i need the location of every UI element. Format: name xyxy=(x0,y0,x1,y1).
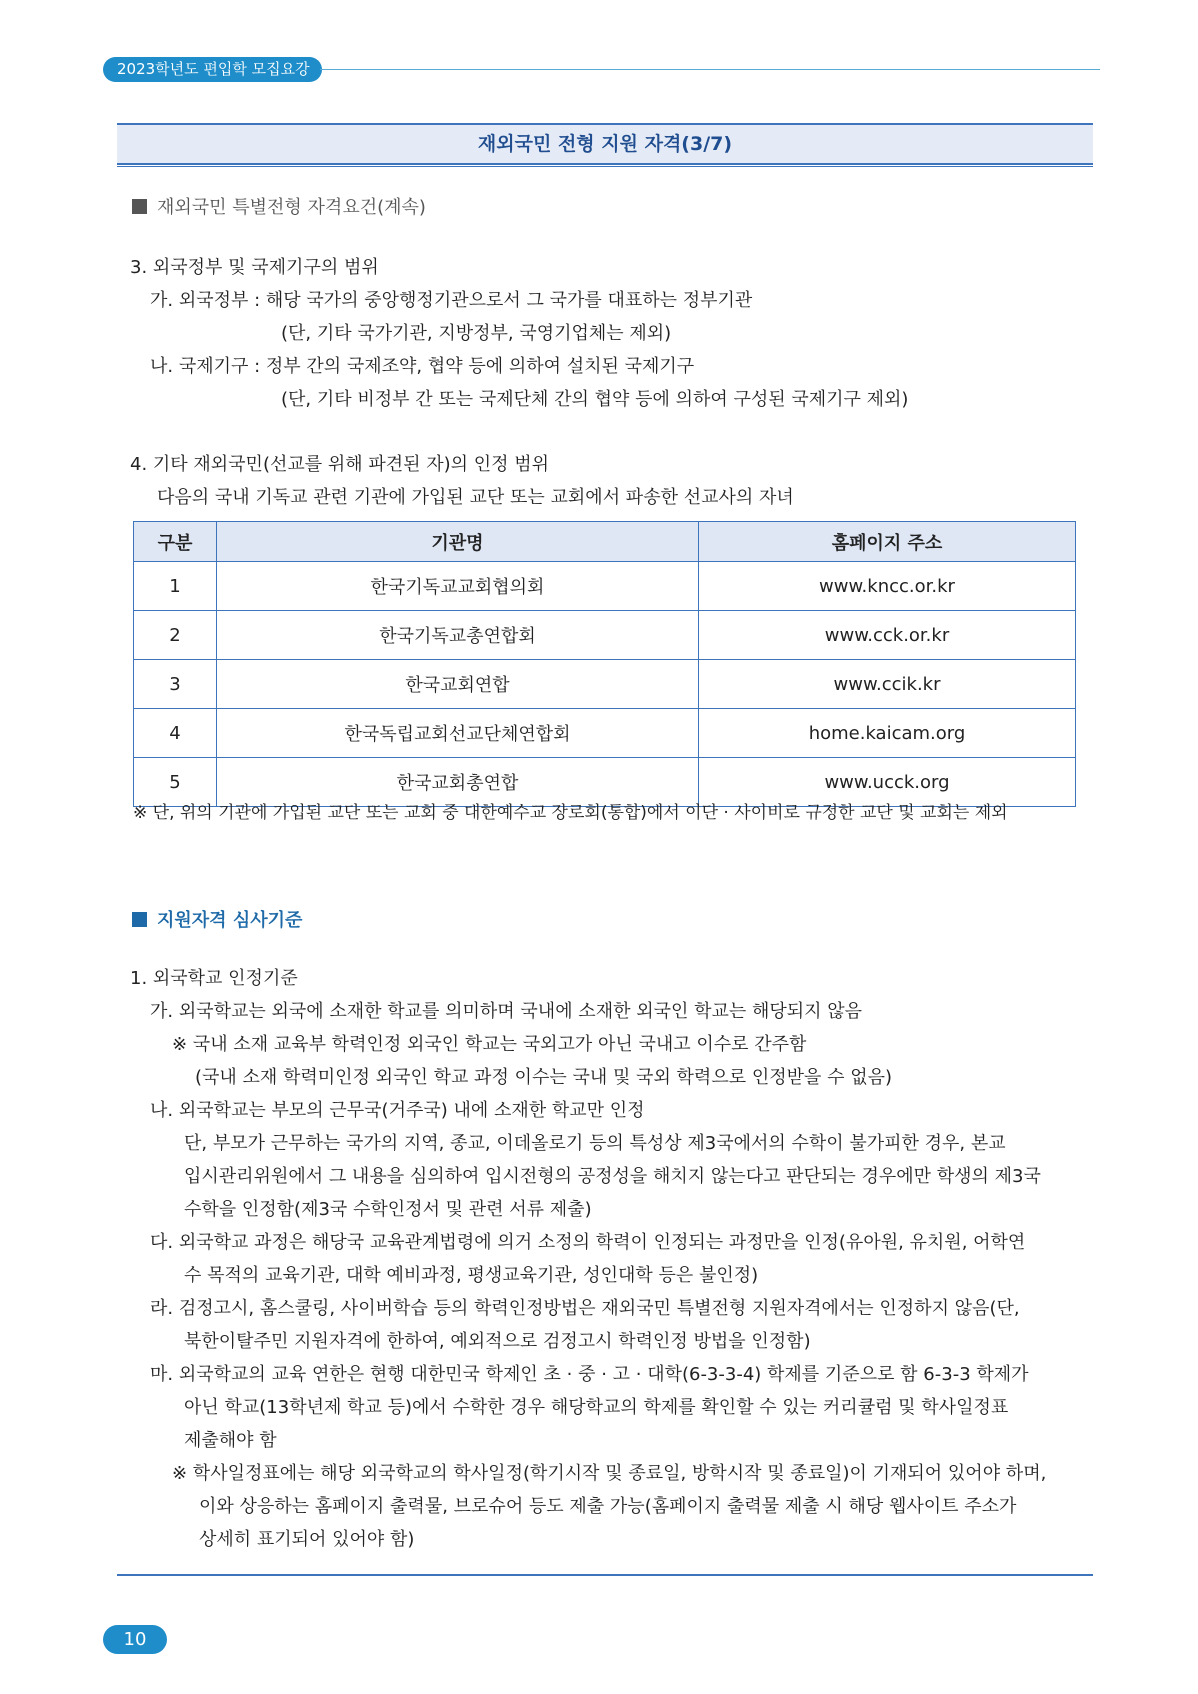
table-row xyxy=(134,611,1076,660)
cell-number: 3 xyxy=(134,660,217,709)
cell-homepage: www.cck.or.kr xyxy=(699,611,1076,660)
text-line: 나. 외국학교는 부모의 근무국(거주국) 내에 소재한 학교만 인정 xyxy=(150,1100,645,1121)
table-row xyxy=(134,660,1076,709)
text-line: 라. 검정고시, 홈스쿨링, 사이버학습 등의 학력인정방법은 재외국민 특별전형 지원자격에서는 인정하지 않음(단, xyxy=(150,1298,1020,1319)
text-line: 1. 외국학교 인정기준 xyxy=(130,968,298,989)
cell-homepage: www.kncc.or.kr xyxy=(699,562,1076,611)
text-line: 가. 외국정부 : 해당 국가의 중앙행정기관으로서 그 국가를 대표하는 정부기관 xyxy=(150,290,753,311)
title-divider xyxy=(117,166,1093,167)
table-row xyxy=(134,562,1076,611)
text-line: (국내 소재 학력미인정 외국인 학교 과정 이수는 국내 및 국외 학력으로 인정받을 수 없음) xyxy=(195,1067,893,1088)
text-line: (단, 기타 비정부 간 또는 국제단체 간의 협약 등에 의하여 구성된 국제기구 제외) xyxy=(281,389,909,410)
cell-number: 5 xyxy=(134,758,217,807)
cell-organization: 한국독립교회선교단체연합회 xyxy=(217,709,699,758)
column-header-homepage: 홈페이지 주소 xyxy=(699,522,1076,562)
text-line: 가. 외국학교는 외국에 소재한 학교를 의미하며 국내에 소재한 외국인 학교는 해당되지 않음 xyxy=(150,1001,863,1022)
document-header-label: 2023학년도 편입학 모집요강 xyxy=(103,57,322,82)
text-line: 3. 외국정부 및 국제기구의 범위 xyxy=(130,257,379,278)
column-header-number: 구분 xyxy=(134,522,217,562)
column-header-organization: 기관명 xyxy=(217,522,699,562)
text-line: 상세히 표기되어 있어야 함) xyxy=(199,1529,415,1550)
square-bullet-icon xyxy=(132,199,147,214)
text-line: 단, 부모가 근무하는 국가의 지역, 종교, 이데올로기 등의 특성상 제3국에서의 수학이 불가피한 경우, 본교 xyxy=(184,1133,1006,1154)
section-heading-criteria: 지원자격 심사기준 xyxy=(132,906,302,932)
cell-organization: 한국기독교교회협의회 xyxy=(217,562,699,611)
mission-organizations-table xyxy=(133,521,1076,807)
text-line: ※ 학사일정표에는 해당 외국학교의 학사일정(학기시작 및 종료일, 방학시작 및 종료일)이 기재되어 있어야 하며, xyxy=(172,1463,1047,1484)
cell-number: 4 xyxy=(134,709,217,758)
text-line: 수학을 인정함(제3국 수학인정서 및 관련 서류 제출) xyxy=(184,1199,592,1220)
table-note: ※ 단, 위의 기관에 가입된 교단 또는 교회 중 대한예수교 장로회(통합)에서 이단 · 사이비로 규정한 교단 및 교회는 제외 xyxy=(133,803,1008,823)
text-line: ※ 국내 소재 교육부 학력인정 외국인 학교는 국외고가 아닌 국내고 이수로 간주함 xyxy=(172,1034,807,1055)
cell-homepage: www.ucck.org xyxy=(699,758,1076,807)
table-row xyxy=(134,709,1076,758)
header-divider xyxy=(320,69,1100,70)
cell-number: 2 xyxy=(134,611,217,660)
table-header-row xyxy=(134,522,1076,562)
section-heading-requirements: 재외국민 특별전형 자격요건(계속) xyxy=(132,193,426,219)
text-line: 다. 외국학교 과정은 해당국 교육관계법령에 의거 소정의 학력이 인정되는 과정만을 인정(유아원, 유치원, 어학연 xyxy=(150,1232,1026,1253)
cell-organization: 한국기독교총연합회 xyxy=(217,611,699,660)
text-line: 4. 기타 재외국민(선교를 위해 파견된 자)의 인정 범위 xyxy=(130,454,550,475)
page-title: 재외국민 전형 지원 자격(3/7) xyxy=(117,123,1093,165)
text-line: 나. 국제기구 : 정부 간의 국제조약, 협약 등에 의하여 설치된 국제기구 xyxy=(150,356,695,377)
cell-number: 1 xyxy=(134,562,217,611)
text-line: 다음의 국내 기독교 관련 기관에 가입된 교단 또는 교회에서 파송한 선교사의 자녀 xyxy=(157,487,794,508)
cell-organization: 한국교회연합 xyxy=(217,660,699,709)
square-bullet-icon xyxy=(132,912,147,927)
page-number: 10 xyxy=(103,1625,167,1654)
text-line: 이와 상응하는 홈페이지 출력물, 브로슈어 등도 제출 가능(홈페이지 출력물 제출 시 해당 웹사이트 주소가 xyxy=(199,1496,1017,1517)
footer-divider xyxy=(117,1574,1093,1576)
text-line: (단, 기타 국가기관, 지방정부, 국영기업체는 제외) xyxy=(281,323,672,344)
text-line: 수 목적의 교육기관, 대학 예비과정, 평생교육기관, 성인대학 등은 불인정) xyxy=(184,1265,759,1286)
cell-homepage: www.ccik.kr xyxy=(699,660,1076,709)
text-line: 아닌 학교(13학년제 학교 등)에서 수학한 경우 해당학교의 학제를 확인할 수 있는 커리큘럼 및 학사일정표 xyxy=(184,1397,1009,1418)
cell-organization: 한국교회총연합 xyxy=(217,758,699,807)
text-line: 마. 외국학교의 교육 연한은 현행 대한민국 학제인 초 · 중 · 고 · 대학(6-3-3-4) 학제를 기준으로 함 6-3-3 학제가 xyxy=(150,1364,1029,1385)
text-line: 입시관리위원에서 그 내용을 심의하여 입시전형의 공정성을 해치지 않는다고 판단되는 경우에만 학생의 제3국 xyxy=(184,1166,1041,1187)
text-line: 제출해야 함 xyxy=(184,1430,277,1451)
cell-homepage: home.kaicam.org xyxy=(699,709,1076,758)
text-line: 북한이탈주민 지원자격에 한하여, 예외적으로 검정고시 학력인정 방법을 인정함) xyxy=(184,1331,811,1352)
